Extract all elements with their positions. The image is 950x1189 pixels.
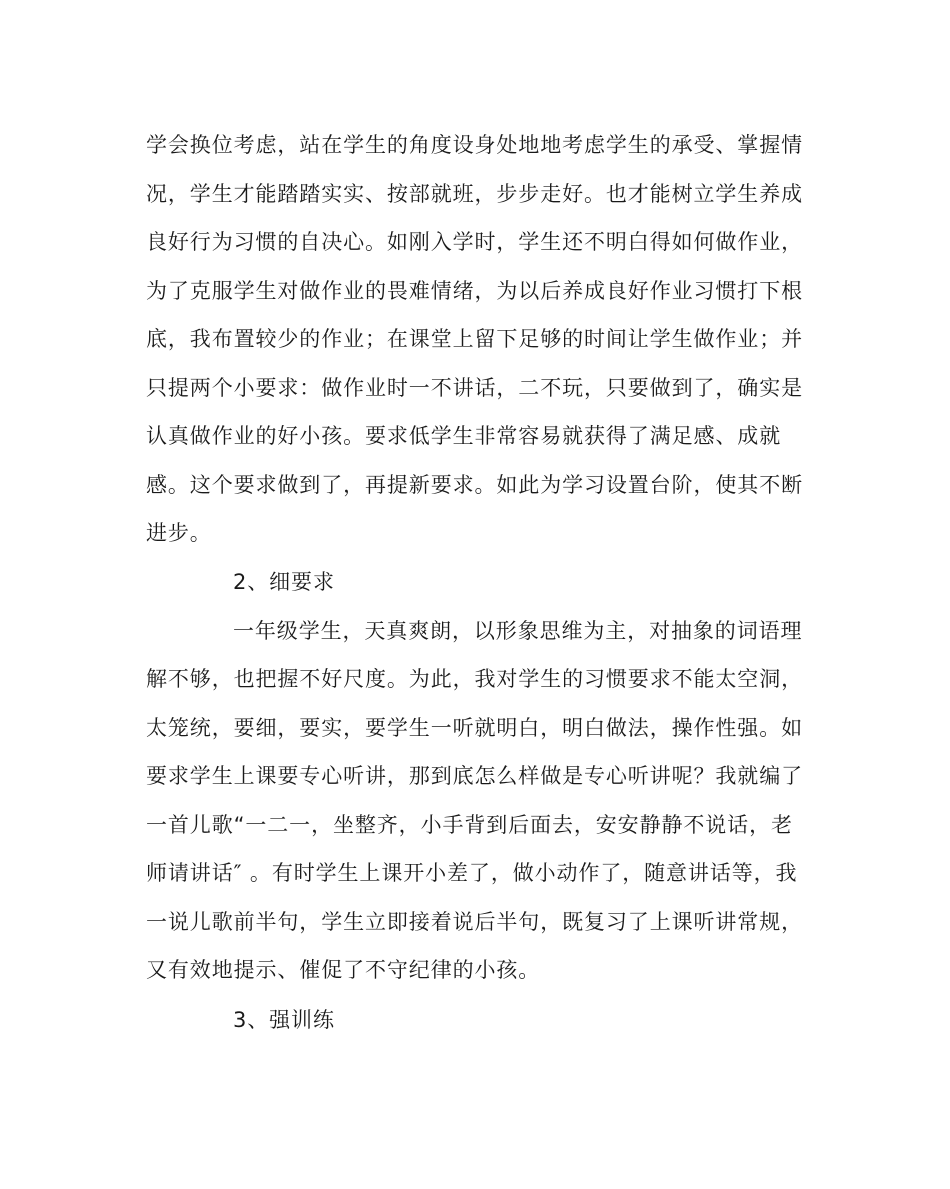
paragraph-2-line-8: 又有效地提示、催促了不守纪律的小孩。 xyxy=(146,958,541,982)
paragraph-2-line-5: 一首儿歌“一二一，坐整齐，小手背到后面去，安安静静不说话，老 xyxy=(146,813,793,837)
paragraph-1-line-8: 感。这个要求做到了，再提新要求。如此为学习设置台阶，使其不断 xyxy=(146,473,803,497)
paragraph-1-line-5: 底，我布置较少的作业；在课堂上留下足够的时间让学生做作业；并 xyxy=(146,327,803,351)
paragraph-2-line-7: 一说儿歌前半句，学生立即接着说后半句，既复习了上课听讲常规， xyxy=(146,910,803,934)
section-heading-3: 3、强训练 xyxy=(233,1008,335,1032)
paragraph-2-line-6: 师请讲话″ 。有时学生上课开小差了，做小动作了，随意讲话等，我 xyxy=(146,861,798,885)
paragraph-1-line-6: 只提两个小要求：做作业时一不讲话，二不玩，只要做到了，确实是 xyxy=(146,376,803,400)
section-heading-2: 2、细要求 xyxy=(233,570,335,594)
paragraph-1-line-9: 进步。 xyxy=(146,521,212,545)
paragraph-2-line-3: 太笼统，要细，要实，要学生一听就明白，明白做法，操作性强。如 xyxy=(146,716,803,740)
paragraph-2-line-1: 一年级学生，天真爽朗，以形象思维为主，对抽象的词语理 xyxy=(233,619,803,643)
paragraph-1-line-2: 况，学生才能踏踏实实、按部就班，步步走好。也才能树立学生养成 xyxy=(146,182,803,206)
paragraph-1-line-7: 认真做作业的好小孩。要求低学生非常容易就获得了满足感、成就 xyxy=(146,424,782,448)
paragraph-1-line-4: 为了克服学生对做作业的畏难情绪，为以后养成良好作业习惯打下根 xyxy=(146,279,803,303)
paragraph-2-line-2: 解不够，也把握不好尺度。为此，我对学生的习惯要求不能太空洞， xyxy=(146,667,803,691)
paragraph-2-line-4: 要求学生上课要专心听讲，那到底怎么样做是专心听讲呢？我就编了 xyxy=(146,764,803,788)
paragraph-1-line-1: 学会换位考虑，站在学生的角度设身处地地考虑学生的承受、掌握情 xyxy=(146,133,803,157)
paragraph-1-line-3: 良好行为习惯的自决心。如刚入学时，学生还不明白得如何做作业， xyxy=(146,230,803,254)
